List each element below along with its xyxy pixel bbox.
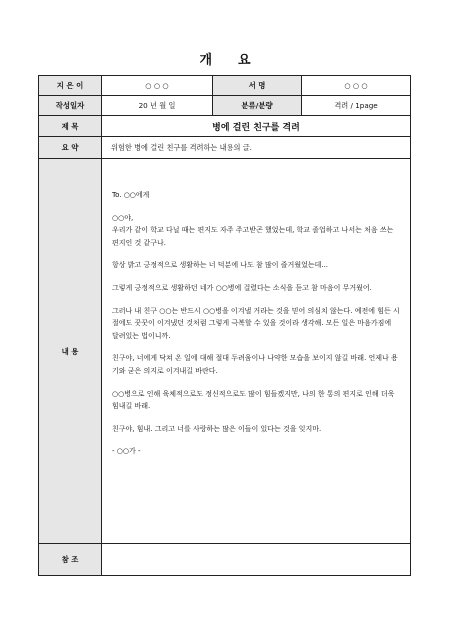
letter-paragraph-2: 항상 밝고 긍정적으로 생활하는 너 덕분에 나도 참 많이 즐거웠었는데... xyxy=(112,261,329,270)
date-label: 작성일자 xyxy=(39,96,102,116)
seo-value: ○ ○ ○ xyxy=(302,76,411,96)
letter-paragraph-7: 친구야, 힘내. 그리고 너를 사랑하는 많은 이들이 있다는 것을 잊지마. xyxy=(112,424,322,433)
title-char-1: 개 xyxy=(199,53,212,68)
letter-paragraph-4: 그러나 내 친구 ○○는 반드시 ○○병을 이겨낼 거라는 것을 믿어 의심치 않는다. 예전에 힘든 시절에도 꿋꿋이 이겨냈던 것처럼 그렇게 극복할 수 있을 것이라 생각해. 모든 일은 마음가짐에 달려있는 법이니까. xyxy=(112,306,400,340)
letter-paragraph-6: ○○병으로 인해 육체적으로도 정신적으로도 많이 힘들겠지만, 나의 한 통의 편지로 인해 더욱 힘내길 바래. xyxy=(112,389,395,411)
subject-value: 병에 걸린 친구를 격려 xyxy=(102,116,411,137)
subject-label: 제 목 xyxy=(39,116,102,137)
reference-value xyxy=(102,544,411,576)
letter-paragraph-3: 그렇게 긍정적으로 생활하던 네가 ○○병에 걸렸다는 소식을 듣고 참 마음이 무거웠어. xyxy=(112,283,372,292)
title-char-2: 요 xyxy=(238,53,251,68)
seo-label: 서 명 xyxy=(213,76,302,96)
summary-label: 요 약 xyxy=(39,137,102,159)
content-body xyxy=(102,159,411,544)
letter-paragraph-5: 친구야, 너에게 닥쳐 온 일에 대해 절대 두려움이나 나약한 모습을 보이지 않길 바래. 언제나 용기와 굳은 의지로 이겨내길 바란다. xyxy=(112,354,398,375)
summary-form-table xyxy=(38,75,411,576)
author-label: 지 은 이 xyxy=(39,76,102,96)
letter-signature: - ○○가 - xyxy=(112,447,141,456)
content-label: 내 용 xyxy=(39,159,102,544)
author-value: ○ ○ ○ xyxy=(102,76,213,96)
page-title xyxy=(0,49,450,68)
letter-paragraph-1: ○○야, 우리가 같이 학교 다닐 때는 편지도 자주 주고받곤 했었는데, 학교 졸업하고 나서는 처음 쓰는 편지인 것 같구나. xyxy=(112,213,394,247)
summary-value: 위험한 병에 걸린 친구를 격려하는 내용의 글. xyxy=(102,137,411,159)
category-label: 분류/분량 xyxy=(213,96,302,116)
date-value: 20 년 월 일 xyxy=(102,96,213,116)
reference-label: 참 조 xyxy=(39,544,102,576)
letter-greeting: To. ○○에게 xyxy=(112,191,150,199)
category-value: 격려 / 1page xyxy=(302,96,411,116)
